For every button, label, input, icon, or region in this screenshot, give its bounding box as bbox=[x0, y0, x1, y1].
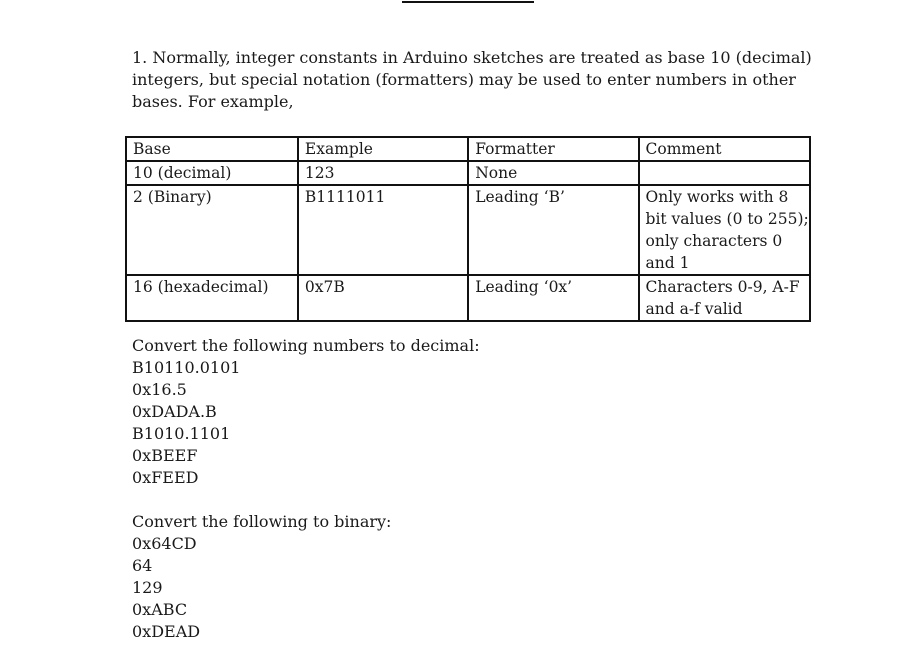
table-header-row bbox=[126, 137, 810, 161]
table-cell: 10 (decimal) bbox=[126, 161, 298, 185]
list-item: 0xDEAD bbox=[132, 622, 201, 641]
table-cell: B1111011 bbox=[298, 185, 468, 275]
base-formats-table bbox=[125, 136, 811, 322]
table-cell: Only works with 8 bit values (0 to 255); only characters 0 and 1 bbox=[639, 185, 810, 275]
list-item: 0x64CD bbox=[132, 534, 197, 553]
table-header-cell: Example bbox=[298, 137, 468, 161]
binary-conversion-section bbox=[132, 511, 391, 643]
table-row bbox=[126, 185, 810, 275]
decimal-conversion-section bbox=[132, 335, 480, 489]
list-item: 0xBEEF bbox=[132, 446, 198, 465]
table-cell: 123 bbox=[298, 161, 468, 185]
intro-paragraph: 1. Normally, integer constants in Arduino sketches are treated as base 10 (decimal) integers, but special notation (formatters) may be used to enter numbers in other bases. For example, bbox=[132, 48, 812, 111]
list-item: B10110.0101 bbox=[132, 358, 241, 377]
exercise-list bbox=[132, 357, 480, 489]
table-header-cell: Formatter bbox=[468, 137, 638, 161]
table-cell: Characters 0-9, A-F and a-f valid bbox=[639, 275, 810, 321]
list-item: 0xDADA.B bbox=[132, 402, 217, 421]
table-cell: None bbox=[468, 161, 638, 185]
list-item: 0x16.5 bbox=[132, 380, 187, 399]
list-item: B1010.1101 bbox=[132, 424, 231, 443]
table-row bbox=[126, 275, 810, 321]
header-rule bbox=[402, 0, 534, 3]
section-heading: Convert the following to binary: bbox=[132, 512, 392, 531]
section-heading: Convert the following numbers to decimal: bbox=[132, 336, 480, 355]
list-item: 129 bbox=[132, 578, 163, 597]
table-cell: 16 (hexadecimal) bbox=[126, 275, 298, 321]
list-item: 0xABC bbox=[132, 600, 188, 619]
list-item: 64 bbox=[132, 556, 153, 575]
table-header-cell: Base bbox=[126, 137, 298, 161]
table-header-cell: Comment bbox=[639, 137, 810, 161]
table-cell: 2 (Binary) bbox=[126, 185, 298, 275]
table-cell: Leading ‘0x’ bbox=[468, 275, 638, 321]
table-cell bbox=[639, 161, 810, 185]
list-item: 0xFEED bbox=[132, 468, 199, 487]
table-row bbox=[126, 161, 810, 185]
table-cell: Leading ‘B’ bbox=[468, 185, 638, 275]
table-cell: 0x7B bbox=[298, 275, 468, 321]
exercise-list bbox=[132, 533, 391, 643]
